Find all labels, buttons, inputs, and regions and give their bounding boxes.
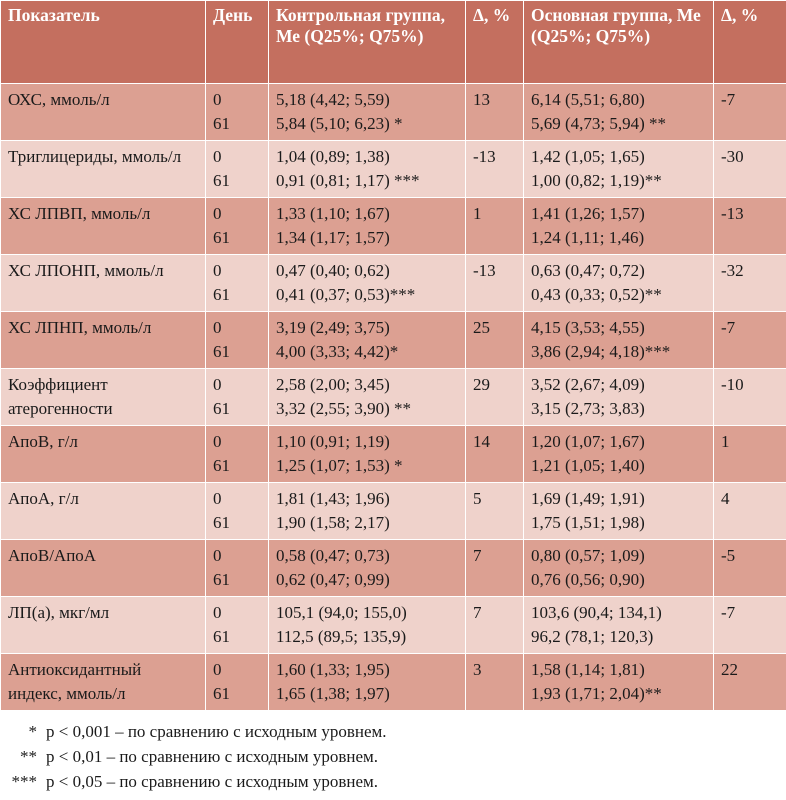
control-value: 1,04 (0,89; 1,38) bbox=[276, 147, 390, 166]
delta-control-value: 29 bbox=[473, 375, 490, 394]
header-main-group: Основная группа, Ме (Q25%; Q75%) bbox=[524, 1, 714, 84]
table-cell bbox=[714, 255, 786, 312]
indicator-cell: ОХС, ммоль/л bbox=[8, 90, 110, 109]
indicator-cell: ХС ЛПНП, ммоль/л bbox=[8, 318, 152, 337]
day-value: 0 bbox=[213, 546, 222, 565]
main-value: 3,52 (2,67; 4,09) bbox=[531, 375, 645, 394]
indicator-cell: Триглицериды, ммоль/л bbox=[8, 147, 182, 166]
table-cell bbox=[524, 255, 714, 312]
control-value: 3,32 (2,55; 3,90) ** bbox=[276, 399, 412, 418]
control-value: 1,90 (1,58; 2,17) bbox=[276, 513, 390, 532]
control-value: 0,58 (0,47; 0,73) bbox=[276, 546, 390, 565]
table-cell bbox=[714, 312, 786, 369]
table-cell bbox=[1, 654, 206, 711]
table-cell bbox=[524, 426, 714, 483]
table-cell bbox=[1, 426, 206, 483]
main-value: 0,80 (0,57; 1,09) bbox=[531, 546, 645, 565]
delta-control-value: 25 bbox=[473, 318, 490, 337]
main-value: 6,14 (5,51; 6,80) bbox=[531, 90, 645, 109]
table-header-row bbox=[1, 1, 786, 84]
indicator-cell: АпоВ, г/л bbox=[8, 432, 78, 451]
table-cell bbox=[1, 255, 206, 312]
footnote bbox=[6, 719, 786, 744]
table-cell bbox=[1, 597, 206, 654]
delta-main-value: -7 bbox=[721, 318, 736, 337]
control-value: 5,18 (4,42; 5,59) bbox=[276, 90, 390, 109]
main-value: 1,58 (1,14; 1,81) bbox=[531, 660, 645, 679]
table-cell bbox=[206, 312, 269, 369]
table-row bbox=[1, 84, 786, 141]
control-value: 1,25 (1,07; 1,53) * bbox=[276, 456, 403, 475]
table-cell bbox=[714, 654, 786, 711]
main-value: 96,2 (78,1; 120,3) bbox=[531, 627, 654, 646]
control-value: 0,62 (0,47; 0,99) bbox=[276, 570, 390, 589]
table-cell bbox=[206, 426, 269, 483]
table-cell bbox=[269, 84, 466, 141]
table-cell bbox=[269, 198, 466, 255]
table-cell bbox=[714, 198, 786, 255]
delta-control-value: 7 bbox=[473, 546, 482, 565]
table-cell bbox=[1, 369, 206, 426]
table-row bbox=[1, 654, 786, 711]
table-cell bbox=[466, 312, 524, 369]
table-cell bbox=[466, 597, 524, 654]
main-value: 3,86 (2,94; 4,18)*** bbox=[531, 342, 671, 361]
day-value: 0 bbox=[213, 90, 222, 109]
control-value: 1,10 (0,91; 1,19) bbox=[276, 432, 390, 451]
table-cell bbox=[1, 540, 206, 597]
header-indicator: Показатель bbox=[1, 1, 206, 84]
day-value: 61 bbox=[213, 684, 230, 703]
table-cell bbox=[269, 255, 466, 312]
delta-control-value: -13 bbox=[473, 261, 496, 280]
delta-control-value: 13 bbox=[473, 90, 490, 109]
footnote bbox=[6, 744, 786, 769]
indicator-cell: ХС ЛПОНП, ммоль/л bbox=[8, 261, 164, 280]
day-value: 61 bbox=[213, 456, 230, 475]
header-delta-main: Δ, % bbox=[714, 1, 786, 84]
table-cell bbox=[524, 84, 714, 141]
day-value: 61 bbox=[213, 399, 230, 418]
delta-main-value: -5 bbox=[721, 546, 736, 565]
table-body bbox=[1, 84, 786, 711]
footnote-text: p < 0,01 – по сравнению с исходным уровнем. bbox=[46, 747, 379, 766]
table-row bbox=[1, 540, 786, 597]
delta-main-value: -7 bbox=[721, 90, 736, 109]
table-cell bbox=[206, 141, 269, 198]
table-cell bbox=[269, 312, 466, 369]
delta-control-value: 1 bbox=[473, 204, 482, 223]
control-value: 0,41 (0,37; 0,53)*** bbox=[276, 285, 416, 304]
delta-main-value: -10 bbox=[721, 375, 744, 394]
day-value: 0 bbox=[213, 318, 222, 337]
main-value: 1,24 (1,11; 1,46) bbox=[531, 228, 645, 247]
table-row bbox=[1, 255, 786, 312]
main-value: 4,15 (3,53; 4,55) bbox=[531, 318, 645, 337]
main-value: 0,63 (0,47; 0,72) bbox=[531, 261, 645, 280]
table-cell bbox=[269, 483, 466, 540]
delta-control-value: 5 bbox=[473, 489, 482, 508]
control-value: 0,91 (0,81; 1,17) *** bbox=[276, 171, 420, 190]
header-day: День bbox=[206, 1, 269, 84]
table-row bbox=[1, 597, 786, 654]
delta-main-value: -7 bbox=[721, 603, 736, 622]
table-cell bbox=[206, 597, 269, 654]
footnote-text: p < 0,001 – по сравнению с исходным уровнем. bbox=[46, 722, 387, 741]
main-value: 1,20 (1,07; 1,67) bbox=[531, 432, 645, 451]
indicator-cell: ЛП(а), мкг/мл bbox=[8, 603, 110, 622]
table-cell bbox=[524, 654, 714, 711]
table-cell bbox=[206, 369, 269, 426]
indicator-cell: АпоВ/АпоА bbox=[8, 546, 97, 565]
table-cell bbox=[466, 84, 524, 141]
day-value: 0 bbox=[213, 432, 222, 451]
header-control-group: Контрольная группа, Ме (Q25%; Q75%) bbox=[269, 1, 466, 84]
control-value: 0,47 (0,40; 0,62) bbox=[276, 261, 390, 280]
table-cell bbox=[466, 198, 524, 255]
delta-control-value: 7 bbox=[473, 603, 482, 622]
table-cell bbox=[524, 312, 714, 369]
indicator-cell: АпоА, г/л bbox=[8, 489, 79, 508]
control-value: 2,58 (2,00; 3,45) bbox=[276, 375, 390, 394]
control-value: 1,65 (1,38; 1,97) bbox=[276, 684, 390, 703]
table-cell bbox=[466, 141, 524, 198]
day-value: 0 bbox=[213, 204, 222, 223]
table-row bbox=[1, 483, 786, 540]
table-cell bbox=[1, 483, 206, 540]
table-cell bbox=[524, 540, 714, 597]
control-value: 5,84 (5,10; 6,23) * bbox=[276, 114, 403, 133]
table-cell bbox=[1, 312, 206, 369]
delta-main-value: -13 bbox=[721, 204, 744, 223]
table-cell bbox=[714, 426, 786, 483]
table-cell bbox=[714, 141, 786, 198]
day-value: 61 bbox=[213, 513, 230, 532]
table-cell bbox=[206, 255, 269, 312]
day-value: 0 bbox=[213, 147, 222, 166]
table-cell bbox=[466, 483, 524, 540]
control-value: 1,81 (1,43; 1,96) bbox=[276, 489, 390, 508]
table-cell bbox=[714, 369, 786, 426]
indicator-cell: ХС ЛПВП, ммоль/л bbox=[8, 204, 151, 223]
main-value: 103,6 (90,4; 134,1) bbox=[531, 603, 662, 622]
footnote bbox=[6, 769, 786, 794]
header-delta-control: Δ, % bbox=[466, 1, 524, 84]
table-cell bbox=[466, 255, 524, 312]
main-value: 1,69 (1,49; 1,91) bbox=[531, 489, 645, 508]
footnote-mark: ** bbox=[20, 747, 37, 766]
main-value: 1,93 (1,71; 2,04)** bbox=[531, 684, 662, 703]
table-cell bbox=[524, 141, 714, 198]
delta-control-value: 3 bbox=[473, 660, 482, 679]
table-cell bbox=[269, 597, 466, 654]
indicator-cell: Антиоксидантный индекс, ммоль/л bbox=[8, 660, 142, 703]
day-value: 61 bbox=[213, 570, 230, 589]
main-value: 1,75 (1,51; 1,98) bbox=[531, 513, 645, 532]
table-cell bbox=[524, 198, 714, 255]
table-row bbox=[1, 426, 786, 483]
main-value: 1,21 (1,05; 1,40) bbox=[531, 456, 645, 475]
table-cell bbox=[466, 540, 524, 597]
day-value: 61 bbox=[213, 627, 230, 646]
delta-control-value: 14 bbox=[473, 432, 490, 451]
day-value: 0 bbox=[213, 489, 222, 508]
main-value: 5,69 (4,73; 5,94) ** bbox=[531, 114, 667, 133]
table-cell bbox=[206, 483, 269, 540]
day-value: 0 bbox=[213, 603, 222, 622]
table-cell bbox=[714, 540, 786, 597]
table-cell bbox=[466, 369, 524, 426]
control-value: 1,34 (1,17; 1,57) bbox=[276, 228, 390, 247]
table-cell bbox=[206, 540, 269, 597]
delta-main-value: -30 bbox=[721, 147, 744, 166]
day-value: 0 bbox=[213, 375, 222, 394]
main-value: 1,42 (1,05; 1,65) bbox=[531, 147, 645, 166]
table-cell bbox=[714, 483, 786, 540]
day-value: 61 bbox=[213, 285, 230, 304]
table-row bbox=[1, 141, 786, 198]
control-value: 112,5 (89,5; 135,9) bbox=[276, 627, 407, 646]
day-value: 61 bbox=[213, 342, 230, 361]
control-value: 1,60 (1,33; 1,95) bbox=[276, 660, 390, 679]
table-cell bbox=[524, 597, 714, 654]
indicator-cell: Коэффициент атерогенности bbox=[8, 375, 113, 418]
table-cell bbox=[1, 141, 206, 198]
footnote-mark: * bbox=[28, 722, 37, 741]
footnote-text: p < 0,05 – по сравнению с исходным уровнем. bbox=[46, 772, 379, 791]
control-value: 105,1 (94,0; 155,0) bbox=[276, 603, 407, 622]
table-cell bbox=[206, 198, 269, 255]
table-cell bbox=[524, 483, 714, 540]
table-cell bbox=[206, 654, 269, 711]
table-cell bbox=[269, 426, 466, 483]
main-value: 0,43 (0,33; 0,52)** bbox=[531, 285, 662, 304]
delta-main-value: 22 bbox=[721, 660, 738, 679]
table-row bbox=[1, 312, 786, 369]
main-value: 1,00 (0,82; 1,19)** bbox=[531, 171, 662, 190]
day-value: 0 bbox=[213, 660, 222, 679]
main-value: 1,41 (1,26; 1,57) bbox=[531, 204, 645, 223]
main-value: 3,15 (2,73; 3,83) bbox=[531, 399, 645, 418]
table-cell bbox=[269, 369, 466, 426]
day-value: 61 bbox=[213, 114, 230, 133]
day-value: 61 bbox=[213, 171, 230, 190]
table-cell bbox=[269, 540, 466, 597]
table-cell bbox=[714, 84, 786, 141]
day-value: 0 bbox=[213, 261, 222, 280]
table-cell bbox=[466, 426, 524, 483]
table-cell bbox=[714, 597, 786, 654]
main-value: 0,76 (0,56; 0,90) bbox=[531, 570, 645, 589]
delta-main-value: -32 bbox=[721, 261, 744, 280]
control-value: 3,19 (2,49; 3,75) bbox=[276, 318, 390, 337]
delta-main-value: 4 bbox=[721, 489, 730, 508]
control-value: 4,00 (3,33; 4,42)* bbox=[276, 342, 399, 361]
table-cell bbox=[466, 654, 524, 711]
footnotes bbox=[0, 711, 786, 794]
table-cell bbox=[1, 84, 206, 141]
delta-main-value: 1 bbox=[721, 432, 730, 451]
table-cell bbox=[524, 369, 714, 426]
table-cell bbox=[269, 141, 466, 198]
table-row bbox=[1, 369, 786, 426]
table-cell bbox=[269, 654, 466, 711]
delta-control-value: -13 bbox=[473, 147, 496, 166]
table-cell bbox=[1, 198, 206, 255]
day-value: 61 bbox=[213, 228, 230, 247]
control-value: 1,33 (1,10; 1,67) bbox=[276, 204, 390, 223]
table-cell bbox=[206, 84, 269, 141]
table-row bbox=[1, 198, 786, 255]
footnote-mark: *** bbox=[11, 772, 37, 791]
